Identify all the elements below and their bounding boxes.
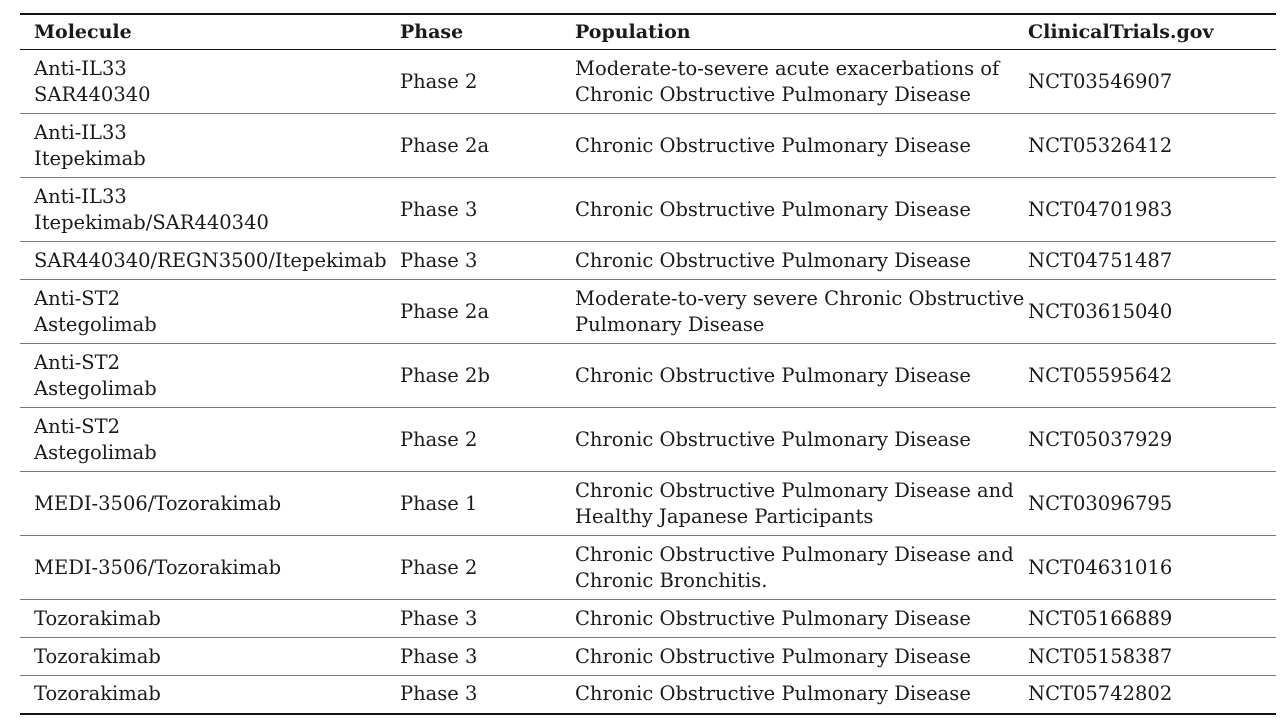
- population-line: Chronic Obstructive Pulmonary Disease: [575, 644, 971, 668]
- population-cell: [561, 536, 1014, 600]
- population-cell: [561, 280, 1025, 344]
- table-row: [20, 114, 1276, 178]
- phase-cell: Phase 1: [400, 491, 478, 515]
- molecule-cell: [20, 178, 386, 242]
- molecule-line: SAR440340: [34, 82, 151, 106]
- phase-cell: Phase 3: [400, 248, 478, 272]
- population-cell: [561, 676, 1014, 714]
- molecule-line: Tozorakimab: [34, 682, 161, 706]
- population-cell: [561, 408, 1014, 472]
- molecule-cell: [20, 638, 386, 676]
- molecule-line: Anti-IL33: [34, 120, 127, 144]
- table-row: [20, 472, 1276, 536]
- molecule-line: MEDI-3506/Tozorakimab: [34, 555, 282, 579]
- phase-cell: Phase 3: [400, 644, 478, 668]
- molecule-line: Anti-IL33: [34, 56, 127, 80]
- molecule-line: Tozorakimab: [34, 644, 161, 668]
- header-row: [20, 14, 1276, 50]
- population-line: Chronic Obstructive Pulmonary Disease: [575, 248, 971, 272]
- clinicaltrials-id-cell: NCT05158387: [1028, 644, 1173, 668]
- population-line: Chronic Obstructive Pulmonary Disease: [575, 133, 971, 157]
- population-line: Chronic Obstructive Pulmonary Disease: [575, 427, 971, 451]
- molecule-cell: [20, 676, 386, 714]
- phase-cell: Phase 2a: [400, 299, 490, 323]
- molecule-line: Tozorakimab: [34, 606, 161, 630]
- population-cell: [561, 114, 1014, 178]
- header-phase: Phase: [400, 21, 464, 43]
- table-row: [20, 408, 1276, 472]
- table-row: [20, 280, 1276, 344]
- molecule-cell: [20, 536, 386, 600]
- table-row: [20, 344, 1276, 408]
- molecule-line: MEDI-3506/Tozorakimab: [34, 491, 282, 515]
- clinicaltrials-id-cell: NCT05166889: [1028, 606, 1173, 630]
- molecule-cell: [20, 280, 386, 344]
- clinicaltrials-id-cell: NCT03615040: [1028, 299, 1173, 323]
- table-row: [20, 50, 1276, 114]
- population-line: Chronic Obstructive Pulmonary Disease: [575, 682, 971, 706]
- header-molecule: Molecule: [34, 21, 132, 43]
- phase-cell: Phase 2a: [400, 133, 490, 157]
- molecule-cell: [20, 242, 386, 280]
- population-line: Chronic Obstructive Pulmonary Disease: [575, 197, 971, 221]
- phase-cell: Phase 3: [400, 682, 478, 706]
- phase-cell: Phase 2: [400, 555, 478, 579]
- population-line: Chronic Bronchitis.: [575, 568, 768, 592]
- clinicaltrials-id-cell: NCT05595642: [1028, 363, 1173, 387]
- phase-cell: Phase 2b: [400, 363, 490, 387]
- molecule-line: Anti-ST2: [34, 350, 121, 374]
- table-row: [20, 638, 1276, 676]
- clinicaltrials-id-cell: NCT05037929: [1028, 427, 1173, 451]
- clinicaltrials-id-cell: NCT04701983: [1028, 197, 1173, 221]
- population-cell: [561, 638, 1014, 676]
- molecule-cell: [20, 408, 386, 472]
- clinical-trials-table: [20, 13, 1276, 715]
- population-cell: [561, 50, 1014, 114]
- molecule-cell: [20, 472, 386, 536]
- table-header: [20, 14, 1276, 50]
- header-clinicaltrials: ClinicalTrials.gov: [1028, 21, 1214, 43]
- population-cell: [561, 344, 1014, 408]
- molecule-line: Anti-IL33: [34, 184, 127, 208]
- molecule-line: Astegolimab: [34, 440, 157, 464]
- phase-cell: Phase 3: [400, 606, 478, 630]
- population-line: Moderate-to-very severe Chronic Obstructive: [575, 286, 1025, 310]
- population-line: Chronic Obstructive Pulmonary Disease and: [575, 542, 1014, 566]
- population-line: Chronic Obstructive Pulmonary Disease: [575, 363, 971, 387]
- phase-cell: Phase 2: [400, 69, 478, 93]
- clinicaltrials-id-cell: NCT05326412: [1028, 133, 1173, 157]
- population-line: Healthy Japanese Participants: [575, 504, 874, 528]
- population-line: Moderate-to-severe acute exacerbations of: [575, 56, 1000, 80]
- phase-cell: Phase 3: [400, 197, 478, 221]
- clinicaltrials-id-cell: NCT04631016: [1028, 555, 1173, 579]
- molecule-line: Anti-ST2: [34, 286, 121, 310]
- clinical-trials-table-wrapper: [20, 13, 1276, 715]
- table-row: [20, 242, 1276, 280]
- molecule-cell: [20, 344, 386, 408]
- phase-cell: Phase 2: [400, 427, 478, 451]
- molecule-cell: [20, 600, 386, 638]
- molecule-line: Itepekimab: [34, 146, 146, 170]
- molecule-line: Anti-ST2: [34, 414, 121, 438]
- molecule-cell: [20, 114, 386, 178]
- table-body: [20, 50, 1276, 714]
- population-cell: [561, 242, 1014, 280]
- header-population: Population: [575, 21, 691, 43]
- clinicaltrials-id-cell: NCT03546907: [1028, 69, 1173, 93]
- table-row: [20, 178, 1276, 242]
- clinicaltrials-id-cell: NCT04751487: [1028, 248, 1173, 272]
- population-line: Chronic Obstructive Pulmonary Disease: [575, 606, 971, 630]
- population-line: Chronic Obstructive Pulmonary Disease and: [575, 478, 1014, 502]
- population-cell: [561, 472, 1014, 536]
- table-row: [20, 536, 1276, 600]
- molecule-line: Astegolimab: [34, 376, 157, 400]
- table-row: [20, 600, 1276, 638]
- population-line: Pulmonary Disease: [575, 312, 765, 336]
- clinicaltrials-id-cell: NCT05742802: [1028, 682, 1173, 706]
- population-line: Chronic Obstructive Pulmonary Disease: [575, 82, 971, 106]
- clinicaltrials-id-cell: NCT03096795: [1028, 491, 1173, 515]
- population-cell: [561, 600, 1014, 638]
- molecule-line: Itepekimab/SAR440340: [34, 210, 269, 234]
- molecule-cell: [20, 50, 386, 114]
- molecule-line: SAR440340/REGN3500/Itepekimab: [34, 248, 387, 272]
- population-cell: [561, 178, 1014, 242]
- molecule-line: Astegolimab: [34, 312, 157, 336]
- table-row: [20, 676, 1276, 714]
